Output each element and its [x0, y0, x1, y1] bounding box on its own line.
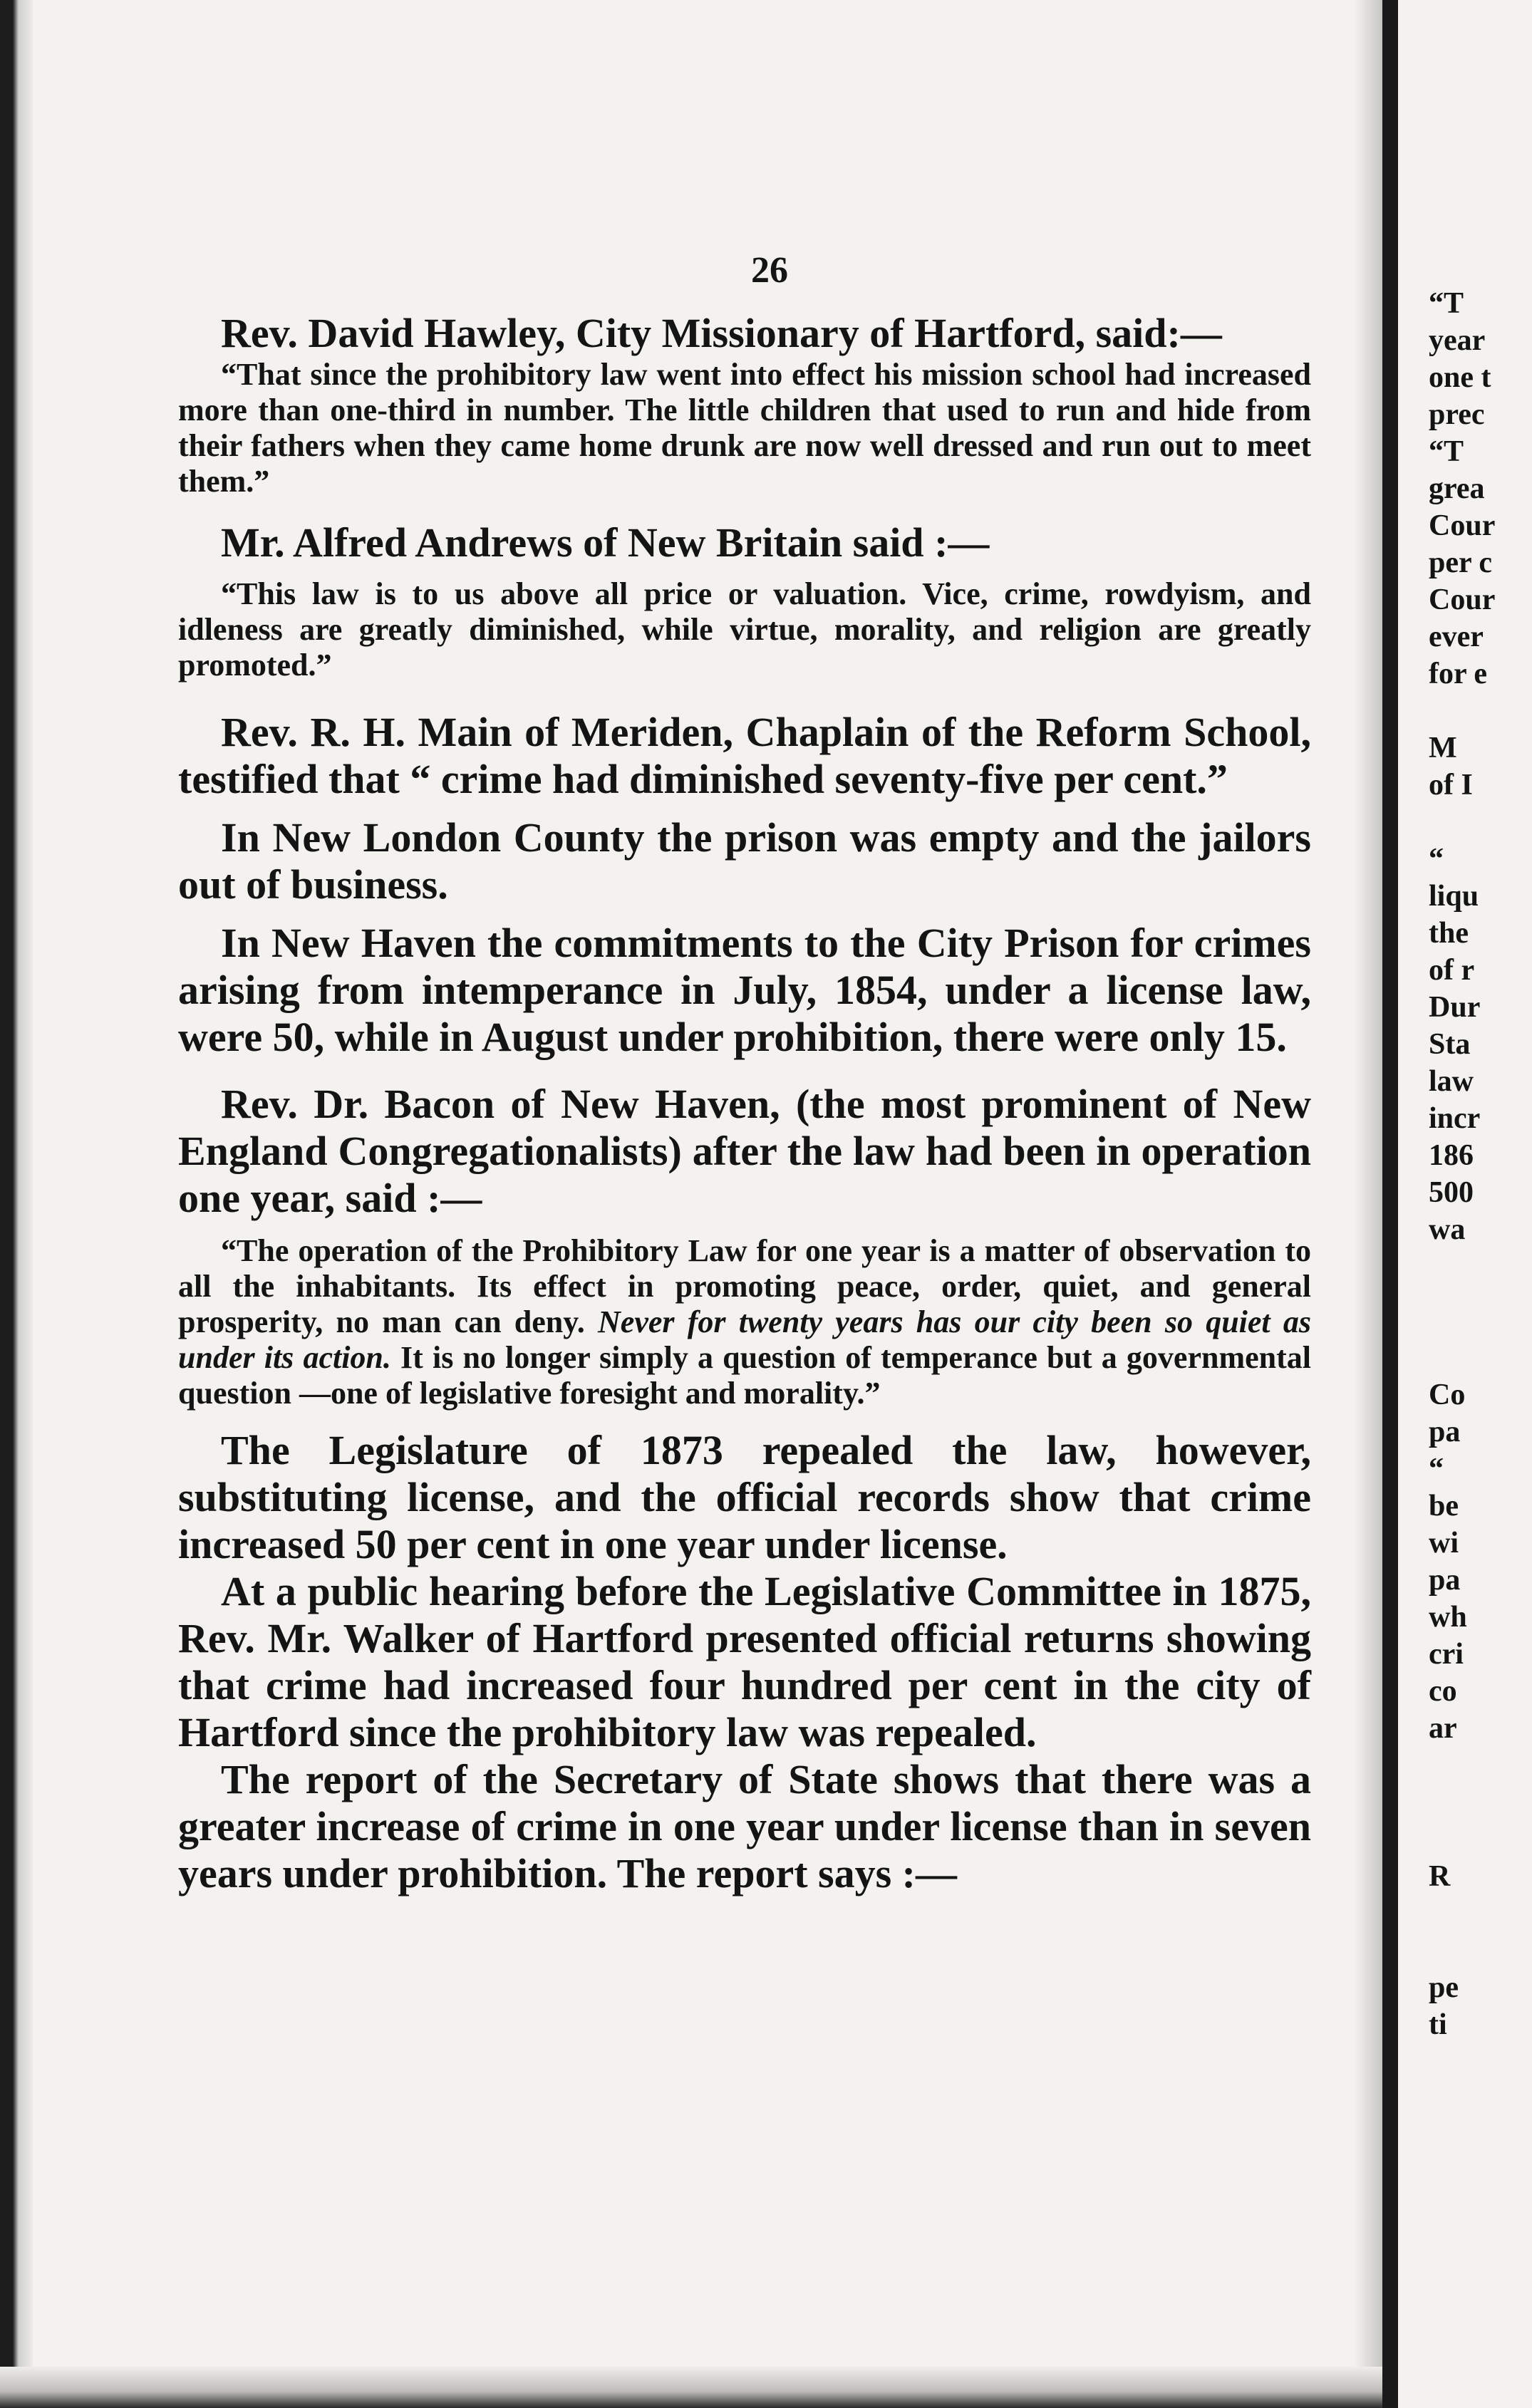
fragment-line: ar: [1429, 1712, 1457, 1745]
bacon-quote: [178, 1233, 1311, 1411]
quote-text: “That since the prohibitory law went into effect his mission school had increased more than one-third in number. The little children that used to run and hide from their fathers when they came home drunk are now well dressed and run out to meet them.”: [178, 357, 1311, 499]
fragment-line: wi: [1429, 1527, 1459, 1560]
fragment-line: liqu: [1429, 880, 1479, 913]
page-number: 26: [751, 250, 788, 291]
block-quote: [178, 357, 1311, 499]
fragment-line: pa: [1429, 1416, 1461, 1448]
fragment-gap: [1429, 1248, 1532, 1376]
paragraph: Rev. R. H. Main of Meriden, Chaplain of the Reform School, testified that “ crime had diminished seventy-five per cent.”: [178, 709, 1311, 802]
section-heading: Rev. David Hawley, City Missionary of Hartford, said:—: [221, 310, 1222, 356]
scan-bottom-edge: [0, 2367, 1382, 2408]
fragment-line: “T: [1429, 435, 1464, 468]
fragment-line: 186: [1429, 1139, 1474, 1172]
fragment-line: co: [1429, 1675, 1457, 1708]
fragment-line: pe: [1429, 1971, 1459, 2004]
fragment-line: of r: [1429, 954, 1475, 987]
andrews-section: [178, 519, 1311, 683]
fragment-line: year: [1429, 324, 1486, 357]
fragment-line: R: [1429, 1860, 1451, 1893]
fragment-line: grea: [1429, 472, 1485, 505]
fragment-line: incr: [1429, 1102, 1481, 1135]
scan-left-edge: [0, 0, 33, 2408]
paragraph: The report of the Secretary of State shows that there was a greater increase of crime in one year under license than in seven years under prohibition. The report says :—: [178, 1756, 1311, 1896]
fragment-line: Dur: [1429, 991, 1481, 1024]
fragment-line: pa: [1429, 1564, 1461, 1597]
fragment-line: [1429, 804, 1532, 841]
fragment-line: per c: [1429, 546, 1493, 579]
fragment-line: wh: [1429, 1601, 1467, 1634]
fragment-line: [1429, 1747, 1532, 1784]
fragment-line: [1429, 1895, 1532, 1932]
fragment-line: Cour: [1429, 583, 1496, 616]
fragment-line: wa: [1429, 1213, 1466, 1246]
fragment-line: for e: [1429, 658, 1488, 690]
gutter-shadow: [1354, 0, 1382, 2408]
fragment-line: “T: [1429, 287, 1464, 320]
paragraph: In New London County the prison was empty and the jailors out of business.: [178, 814, 1311, 908]
fragment-line: ever: [1429, 621, 1484, 653]
fragment-line: [1429, 1932, 1532, 1969]
fragment-line: [1429, 692, 1532, 730]
fragment-line: ti: [1429, 2008, 1447, 2041]
fragment-line: M: [1429, 732, 1457, 764]
page-content: [178, 249, 1311, 1897]
fragment-line: Co: [1429, 1379, 1466, 1411]
section-heading: Mr. Alfred Andrews of New Britain said :—: [221, 519, 990, 566]
fragment-line: be: [1429, 1490, 1459, 1522]
fragment-line: “: [1429, 1453, 1444, 1485]
book-gutter: [1382, 0, 1398, 2408]
quote-text-part: “The operation of the Prohibitory Law for one year is a matter of observation to all the inhabitants. Its effect in promoting peace, order, quiet, and general prosperity, no man can deny.: [178, 1233, 1311, 1339]
paragraph: The Legislature of 1873 repealed the law, however, substituting license, and the official records show that crime increased 50 per cent in one year under license.: [178, 1427, 1311, 1567]
fragment-line: cri: [1429, 1638, 1464, 1671]
facing-page-fragments: [1429, 285, 1532, 2043]
quote-text: “This law is to us above all price or valuation. Vice, crime, rowdyism, and idleness are greatly diminished, while virtue, morality, and religion are greatly promoted.”: [178, 576, 1311, 683]
hawley-section: [178, 310, 1311, 499]
fragment-line: the: [1429, 917, 1469, 950]
fragment-line: Sta: [1429, 1028, 1471, 1061]
fragment-line: “: [1429, 843, 1444, 876]
paragraph: Rev. Dr. Bacon of New Haven, (the most prominent of New England Congregationalists) after the law had been in operation one year, said :—: [178, 1081, 1311, 1221]
quote-text-part: It is no longer simply a question of temperance but a governmental question —one of legislative foresight and morality.”: [178, 1340, 1311, 1411]
fragment-line: of I: [1429, 769, 1473, 801]
fragment-line: law: [1429, 1065, 1474, 1098]
fragment-line: [1429, 1784, 1532, 1821]
fragment-line: Cour: [1429, 509, 1496, 542]
paragraph: At a public hearing before the Legislative Committee in 1875, Rev. Mr. Walker of Hartford presented official returns showing that crime had increased four hundred per cent in the city of Hartford since the prohibitory law was repealed.: [178, 1568, 1311, 1755]
fragment-line: one t: [1429, 361, 1491, 394]
quote-text: [178, 1233, 1311, 1411]
fragment-line: 500: [1429, 1176, 1474, 1209]
block-quote: [178, 576, 1311, 683]
fragment-line: [1429, 1821, 1532, 1858]
fragment-line: prec: [1429, 398, 1485, 431]
quote-italic-text: Never for twenty years has our city been so quiet as under its action.: [178, 1304, 1311, 1375]
paragraph: In New Haven the commitments to the City Prison for crimes arising from intemperance in July, 1854, under a license law, were 50, while in August under prohibition, there were only 15.: [178, 920, 1311, 1060]
